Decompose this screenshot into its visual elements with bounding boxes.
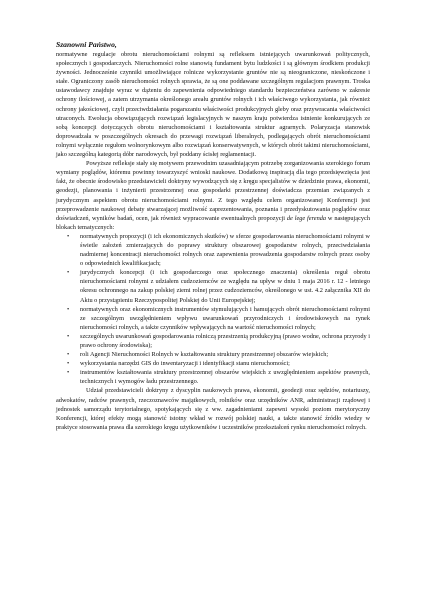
bullet-icon: • xyxy=(67,332,70,340)
bullet-icon: • xyxy=(67,360,70,368)
paragraph-conference-goals-text: Powyższe refleksje stały się motywem przewodnim uzasadniającym potrzebę zorganizowania szerokiego forum wymiany poglądów, któremu powinny towarzyszyć wnioski naukowe. Dodatkową inspiracją dla tego przedsięwzięcia jest fakt, że obecnie środowisko przedstawicieli doktryny wywodzących się z kręgu specjalistów w dziedzinie prawa, ekonomii, geodezji, planowania i inżynierii przestrzennej oraz gospodarki przestrzennej doświadcza przemian związanych z jurydycznym aspektem obrotu nieruchomościami rolnymi. Z tego względu celem organizowanej Konferencji jest przeprowadzenie naukowej debaty stwarzającej możliwość zaprezentowania, poznania i przedyskutowania poglądów oraz doświadczeń, wyników badań, ocen, jak również wypracowanie ewentualnych propozycji xyxy=(56,160,370,222)
list-item xyxy=(56,232,370,268)
list-item-text: roli Agencji Nieruchomości Rolnych w kształtowaniu struktury przestrzennej obszarów wiejskich; xyxy=(80,351,329,359)
list-item xyxy=(56,305,370,332)
list-item-text: jurydycznych koncepcji (i ich gospodarczego oraz społecznego znaczenia) określenia reguł obrotu nieruchomościami rolnymi z udziałem cudzoziemców ze względu na upływ w dniu 1 maja 2016 r. 12 - letniego okresu ochronnego na zakup polskiej ziemi rolnej przez cudzoziemców, określonego w ust. 4.2 załącznika XII do Aktu o przystąpieniu Rzeczypospolitej Polskiej do Unii Europejskiej; xyxy=(80,269,370,304)
list-item-text: normatywnych propozycji (i ich ekonomicznych skutków) w sferze gospodarowania nieruchomościami rolnymi w świetle założeń zmierzających do poprawy struktury obszarowej gospodarstw rolnych, przeciwdziałania nadmiernej koncentracji nieruchomości rolnych oraz zapewnienia prowadzenia gospodarstw rolnych przez osoby o odpowiednich kwalifikacjach; xyxy=(80,232,370,268)
salutation: Szanowni Państwo, xyxy=(56,40,117,49)
bullet-icon: • xyxy=(67,351,70,359)
paragraph-conference-goals-end: w następujących blokach tematycznych: xyxy=(56,214,370,231)
list-item-text: szczególnych uwarunkowań gospodarowania rolniczą przestrzenią produkcyjną (prawo wodne, ochrona przyrody i prawo ochrony środowiska); xyxy=(80,332,370,349)
bullet-icon: • xyxy=(67,369,70,377)
paragraph-conference-goals xyxy=(56,159,370,232)
list-item xyxy=(56,359,370,368)
bullet-icon: • xyxy=(67,305,70,313)
list-item-text: instrumentów kształtowania struktury przestrzennej obszarów wiejskich z uwzględnieniem aspektów prawnych, technicznych i wymogów ładu przestrzennego. xyxy=(80,369,370,386)
list-item xyxy=(56,368,370,386)
list-item-text: normatywnych oraz ekonomicznych instrumentów stymulujących i hamujących obrót nieruchomościami rolnymi ze szczególnym uwzględnieniem wpływu uwarunkowań przyrodniczych i środowiskowych na rynek nieruchomości rolnych, a także czynników wpływających na wartość nieruchomości rolnych; xyxy=(80,305,370,331)
bullet-icon: • xyxy=(67,232,70,240)
paragraph-intro: normatywne regulacje obrotu nieruchomościami rolnymi są refleksem istniejących uwarunkowań politycznych, społecznych i gospodarczych. Nieruchomości rolne stanowią fundament bytu ludzkości i są głównym środkiem produkcji żywności. Jednocześnie czynniki umożliwiające rolnicze wykorzystanie gruntów nie są nieograniczone, nieskończone i stałe. Ograniczony zasób nieruchomości rolnych sprawia, że są one poddawane szczególnym regulacjom prawnym. Troska ustawodawcy znajduje wyraz w dążeniu do zapewnienia odpowiedniego standardu bezpieczeństwa zarówno w zakresie ochrony ilościowej, a zatem utrzymania określonego areału gruntów rolnych i ich właściwego wykorzystania, jak również ochrony jakościowej, czyli przeciwdziałania pogarszaniu właściwości produkcyjnych gleby oraz przywracania właściwości utraconych. Ewolucja obowiązujących rozwiązań legislacyjnych w naszym kraju potwierdza istnienie konkurujących ze sobą koncepcji dotyczących obrotu nieruchomościami i kształtowania struktur agrarnych. Polaryzacja stanowisk doprowadzała w poszczególnych okresach do przewagi rozwiązań liberalnych, podlegających obrót nieruchomościami rolnymi wyłącznie regułom wolnorynkowym albo rozwiązań konserwatywnych, w których obrót takimi nieruchomościami, jako szczególną kategorią dóbr narodowych, był poddany ścisłej reglamentacji. xyxy=(56,51,370,159)
paragraph-participants: Udział przedstawicieli doktryny z dyscyplin naukowych prawa, ekonomii, geodezji oraz sędziów, notariuszy, adwokatów, radców prawnych, rzeczoznawców majątkowych, rolników oraz urzędników ANR, administracji rządowej i jednostek samorządu terytorialnego, spotykających się z ww. zagadnieniami zapewni wysoki poziom merytoryczny Konferencji, której efekty mogą stanowić istotny wkład w rozwój polskiej nauki, a także stanowić źródło wiedzy w praktyce stosowania prawa dla szerokiego kręgu użytkowników i uczestników przekształceń rynku nieruchomości rolnych. xyxy=(56,387,370,431)
bullet-icon: • xyxy=(67,269,70,277)
list-item xyxy=(56,332,370,350)
paragraph-conference-goals-italic: de lege ferenda xyxy=(286,214,327,222)
list-item xyxy=(56,350,370,359)
letter-body xyxy=(56,50,370,432)
topic-list xyxy=(56,232,370,387)
list-item-text: wykorzystania narzędzi GIS do inwentaryzacji i identyfikacji stanu nieruchomości; xyxy=(80,360,290,368)
list-item xyxy=(56,268,370,304)
